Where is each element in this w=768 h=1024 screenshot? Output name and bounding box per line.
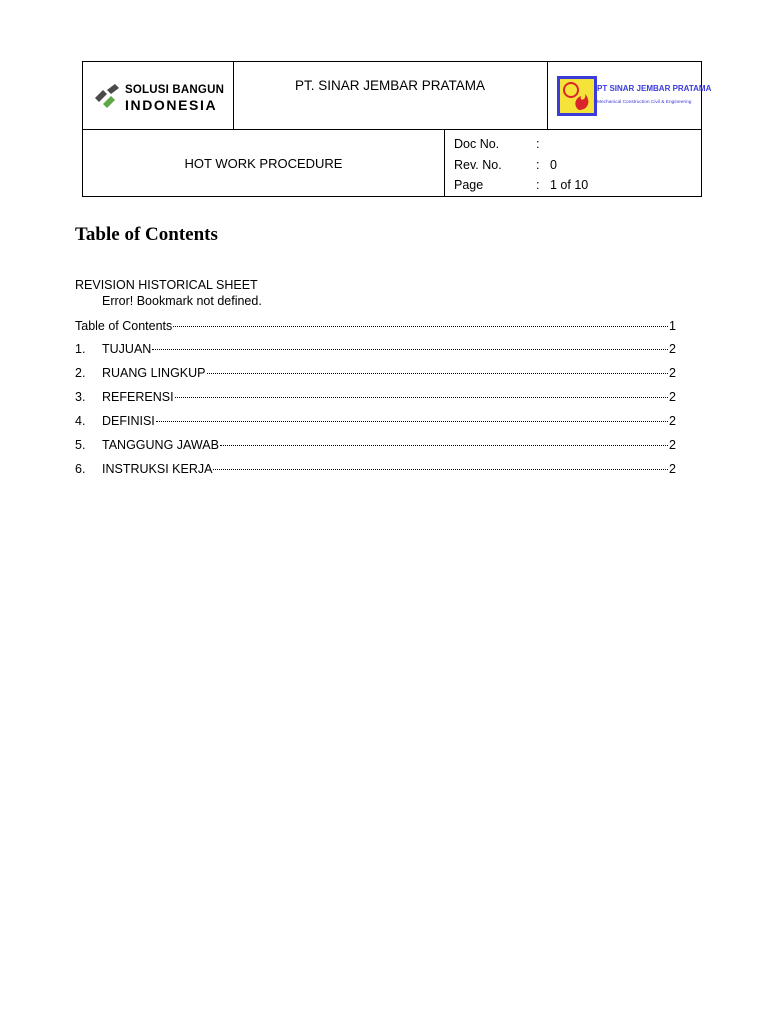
meta-key: Page <box>454 178 484 192</box>
meta-key: Doc No. <box>454 137 500 151</box>
meta-key: Rev. No. <box>454 158 502 172</box>
toc-entry-page: 2 <box>669 462 676 476</box>
toc-entry-label: TUJUAN <box>102 342 152 356</box>
meta-colon: : <box>536 158 540 172</box>
solusi-bangun-logo-mark-icon <box>93 84 123 112</box>
sinar-jembar-emblem-icon <box>557 76 597 116</box>
toc-leader-dots <box>173 326 668 327</box>
toc-entry-page: 2 <box>669 414 676 428</box>
document-header-table <box>82 61 712 197</box>
toc-title: Table of Contents <box>75 224 218 245</box>
meta-colon: : <box>536 137 540 151</box>
toc-entry-referensi[interactable] <box>75 390 676 406</box>
toc-entry-tujuan[interactable] <box>75 342 676 358</box>
revision-error-text: Error! Bookmark not defined. <box>102 294 262 308</box>
revision-heading: REVISION HISTORICAL SHEET <box>75 278 258 292</box>
toc-entry-page: 2 <box>669 390 676 404</box>
toc-leader-dots <box>175 397 669 398</box>
sinar-jembar-logo <box>547 62 712 129</box>
toc-entry-number: 2. <box>75 366 86 380</box>
toc-entry-label: RUANG LINGKUP <box>102 366 206 380</box>
company-name: PT. SINAR JEMBAR PRATAMA <box>294 78 486 93</box>
toc-entry-page: 2 <box>669 366 676 380</box>
logo-company-text: PT SINAR JEMBAR PRATAMA <box>597 84 712 93</box>
toc-entry-label: TANGGUNG JAWAB <box>102 438 219 452</box>
toc-leader-dots <box>213 469 668 470</box>
toc-entry-table-of-contents[interactable] <box>75 319 676 335</box>
toc-leader-dots <box>156 421 668 422</box>
logo-line-1: SOLUSI BANGUN <box>125 84 225 96</box>
solusi-bangun-logo <box>91 78 231 118</box>
toc-entry-number: 1. <box>75 342 86 356</box>
toc-entry-number: 5. <box>75 438 86 452</box>
toc-entry-number: 6. <box>75 462 86 476</box>
toc-entry-label: Table of Contents <box>75 319 173 333</box>
toc-entry-page: 1 <box>669 319 676 333</box>
toc-entry-instruksi-kerja[interactable] <box>75 462 676 478</box>
meta-value: 0 <box>550 158 557 172</box>
toc-leader-dots <box>207 373 669 374</box>
toc-entry-label: DEFINISI <box>102 414 155 428</box>
toc-entry-definisi[interactable] <box>75 414 676 430</box>
toc-entry-number: 3. <box>75 390 86 404</box>
toc-entry-label: INSTRUKSI KERJA <box>102 462 213 476</box>
procedure-title: HOT WORK PROCEDURE <box>184 156 343 171</box>
logo-line-2: INDONESIA <box>125 97 218 113</box>
toc-entry-label: REFERENSI <box>102 390 174 404</box>
toc-entry-page: 2 <box>669 342 676 356</box>
toc-entry-ruang-lingkup[interactable] <box>75 366 676 382</box>
toc-entry-number: 4. <box>75 414 86 428</box>
meta-value: 1 of 10 <box>550 178 589 192</box>
toc-leader-dots <box>220 445 668 446</box>
document-meta <box>444 129 703 198</box>
toc-entry-page: 2 <box>669 438 676 452</box>
toc-entry-tanggung-jawab[interactable] <box>75 438 676 454</box>
toc-leader-dots <box>152 349 668 350</box>
meta-colon: : <box>536 178 540 192</box>
logo-tagline-text: Mechanical Construction Civil & Engineering <box>597 100 692 105</box>
